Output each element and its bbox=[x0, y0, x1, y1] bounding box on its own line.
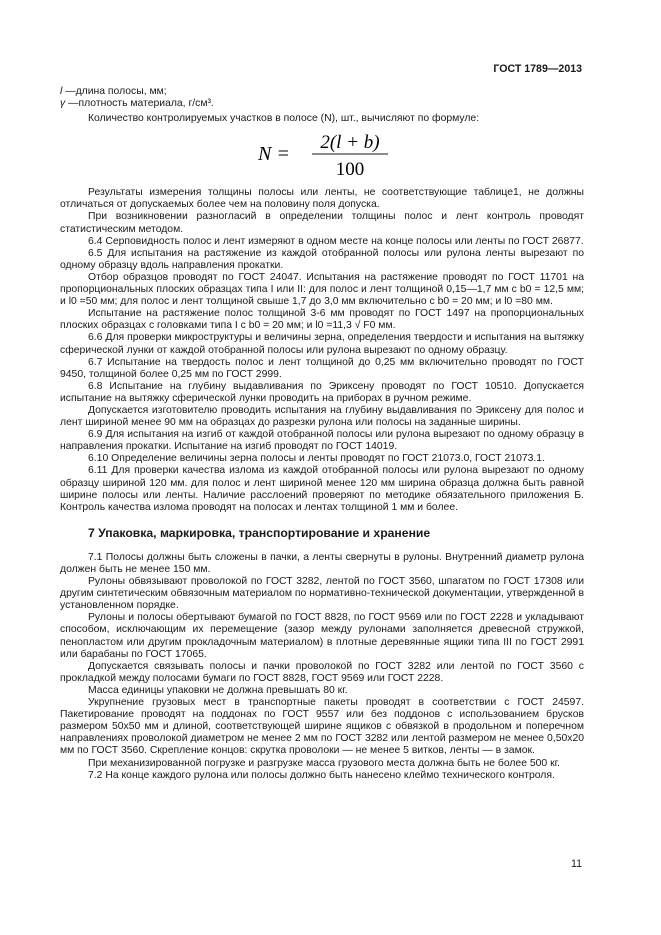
paragraph: Укрупнение грузовых мест в транспортные пакеты проводят в соответствии с ГОСТ 24597. Пакетирование проводят на поддонах по ГОСТ 9557 или без поддонов с использованием брусков размером 50х50 мм и длиной, соответствующей ширине ящиков с обвязкой в продольном и поперечном направлениях проволокой диаметром не менее 2 мм по ГОСТ 3282 или лентой размером не менее 0,50х20 мм по ГОСТ 3560. Скрепление концов: скрутка проволоки — не менее 5 витков, ленты — в замок. bbox=[60, 697, 584, 757]
paragraph: Масса единицы упаковки не должна превышать 80 кг. bbox=[88, 684, 348, 696]
section-6-paragraphs bbox=[60, 187, 584, 514]
page-content bbox=[60, 86, 584, 782]
definition-density: γ —плотность материала, г/см³. bbox=[60, 98, 214, 110]
paragraph: Испытание на растяжение полос толщиной 3-6 мм проводят по ГОСТ 1497 на пропорциональных плоских образцах с головками типа I с b0 = 20 мм; и l0 =11,3 √ F0 мм. bbox=[60, 308, 584, 332]
standard-header: ГОСТ 1789—2013 bbox=[493, 63, 582, 75]
formula bbox=[60, 129, 584, 181]
formula-intro: Количество контролируемых участков в полосе (N), шт., вычисляют по формуле: bbox=[88, 113, 480, 125]
paragraph: Результаты измерения толщины полосы или ленты, не соответствующие таблице1, не должны отличаться от допускаемых более чем на половину поля допуска. bbox=[60, 187, 584, 211]
formula-numerator: 2(l + b) bbox=[320, 132, 380, 154]
formula-svg bbox=[252, 129, 392, 181]
paragraph: 6.10 Определение величины зерна полосы и ленты проводят по ГОСТ 21073.0, ГОСТ 21073.1. bbox=[88, 453, 545, 465]
paragraph: 6.5 Для испытания на растяжение из каждой отобранной полосы или рулона ленты вырезают по одному образцу вдоль направления прокатки. bbox=[60, 247, 584, 271]
paragraph: 7.2 На конце каждого рулона или полосы должно быть нанесено клеймо технического контроля. bbox=[88, 769, 555, 781]
section-7-paragraphs bbox=[60, 552, 584, 782]
section-7-title: 7 Упаковка, маркировка, транспортирование и хранение bbox=[88, 525, 431, 540]
paragraph: 6.8 Испытание на глубину выдавливания по Эриксену проводят по ГОСТ 10510. Допускается испытание на вытяжку сферической лунки проводить на приборах в ручном режиме. bbox=[60, 380, 584, 404]
paragraph: Отбор образцов проводят по ГОСТ 24047. Испытания на растяжение проводят по ГОСТ 11701 на пропорциональных плоских образцах типа I или II: для полос и лент толщиной 0,15—1,7 мм с b0 = 12,5 мм; и l0 =50 мм; для полос и лент толщиной свыше 1,7 до 3,0 мм включительно с b0 = 20 мм; и l0 =80 мм. bbox=[60, 271, 584, 308]
paragraph: Рулоны обвязывают проволокой по ГОСТ 3282, лентой по ГОСТ 3560, шпагатом по ГОСТ 17308 или другим синтетическим обвязочным материалом по нормативно-технической документации, утвержденной в установленном порядке. bbox=[60, 576, 584, 612]
paragraph: При возникновении разногласий в определении толщины полос и лент контроль проводят статистическим методом. bbox=[60, 211, 584, 235]
paragraph: 7.1 Полосы должны быть сложены в пачки, а ленты свернуты в рулоны. Внутренний диаметр рулона должен быть не менее 150 мм. bbox=[60, 551, 584, 575]
paragraph: 6.9 Для испытания на изгиб от каждой отобранной полосы или рулона вырезают по одному образцу в направления прокатки. Испытание на изгиб проводят по ГОСТ 14019. bbox=[60, 429, 584, 453]
paragraph: 6.4 Серповидность полос и лент измеряют в одном месте на конце полосы или ленты по ГОСТ 26877. bbox=[88, 235, 584, 247]
definition-length: l —длина полосы, мм; bbox=[60, 86, 167, 97]
formula-denominator: 100 bbox=[335, 159, 365, 181]
page-number: 11 bbox=[571, 858, 582, 870]
formula-lhs: N = bbox=[258, 143, 290, 166]
paragraph: При механизированной погрузке и разгрузке масса грузового места должна быть не более 500 кг. bbox=[88, 757, 561, 769]
paragraph: 6.6 Для проверки микроструктуры и величины зерна, определения твердости и испытания на вытяжку сферической лунки от каждой отобранной полосы или рулона вырезают по одному образцу. bbox=[60, 332, 584, 356]
paragraph: Рулоны и полосы обертывают бумагой по ГОСТ 8828, по ГОСТ 9569 или по ГОСТ 2228 и укладывают способом, исключающим их перемещение (зазор между рулонами заполняется древесной стружкой, пенопластом или другим прокладочным материалом) в плотные деревянные ящики типа III по ГОСТ 2991 или барабаны по ГОСТ 17065. bbox=[60, 612, 584, 660]
paragraph: Допускается изготовителю проводить испытания на глубину выдавливания по Эриксену для полос и лент шириной менее 90 мм на образцах до разрезки рулона или полосы на заданные ширины. bbox=[60, 404, 584, 429]
paragraph: Допускается связывать полосы и пачки проволокой по ГОСТ 3282 или лентой по ГОСТ 3560 с прокладкой между полосами бумаги по ГОСТ 8828, ГОСТ 9569 или ГОСТ 2228. bbox=[60, 660, 584, 684]
paragraph: 6.11 Для проверки качества излома из каждой отобранной полосы или рулона вырезают по одному образцу шириной 120 мм. для полос и лент шириной менее 120 мм ширина образца должна быть равной ширине полосы или ленты. Наличие расслоений проверяют по методике обязательного приложения Б. Контроль качества излома проводят на полосах и лентах толщиной 1 мм и более. bbox=[60, 465, 584, 513]
paragraph: 6.7 Испытание на твердость полос и лент толщиной до 0,25 мм включительно проводят по ГОСТ 9450, толщиной более 0,25 мм по ГОСТ 2999. bbox=[60, 356, 584, 380]
